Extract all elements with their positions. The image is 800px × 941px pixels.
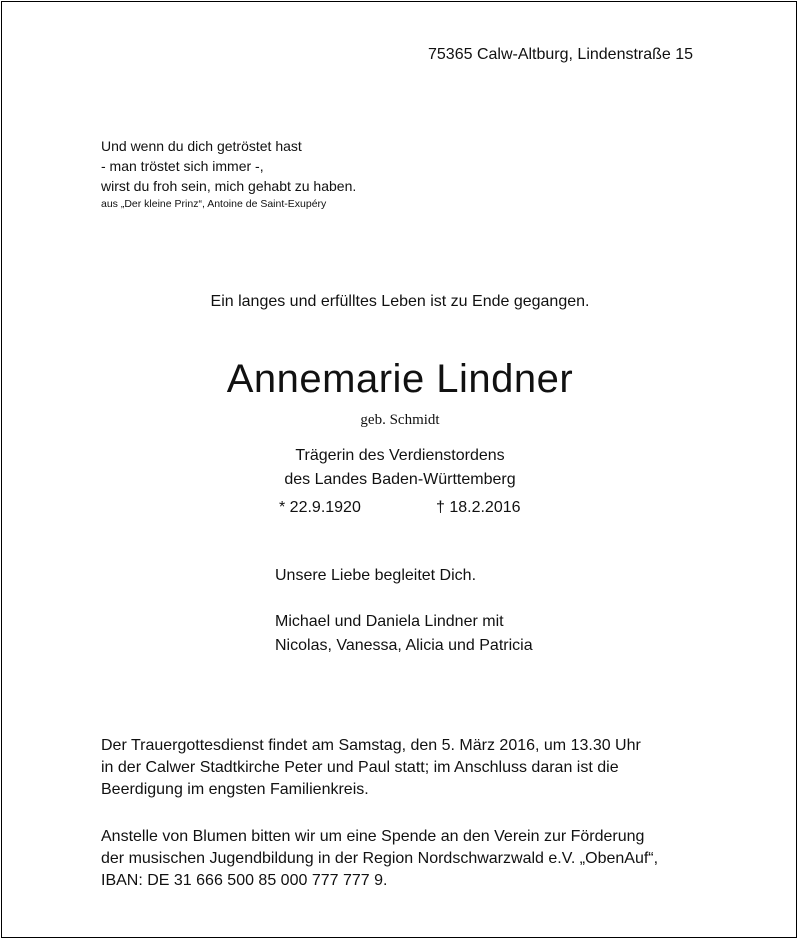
service-line: in der Calwer Stadtkirche Peter und Paul statt; im Anschluss daran ist die	[101, 759, 619, 776]
maiden-name: geb. Schmidt	[360, 412, 440, 428]
deceased-name: Annemarie Lindner	[226, 357, 574, 401]
honor-text	[0, 444, 800, 492]
quote-line: Und wenn du dich getröstet hast	[101, 138, 302, 154]
donation-info	[101, 826, 658, 892]
family-names	[275, 610, 533, 658]
quote-line: wirst du froh sein, mich gehabt zu haben.	[101, 178, 357, 194]
honor-line: des Landes Baden-Württemberg	[284, 471, 516, 488]
death-date: † 18.2.2016	[436, 499, 521, 516]
address: 75365 Calw-Altburg, Lindenstraße 15	[428, 46, 694, 63]
honor-line: Trägerin des Verdienstordens	[295, 447, 505, 464]
family-line: Nicolas, Vanessa, Alicia und Patricia	[275, 637, 533, 654]
service-line: Der Trauergottesdienst findet am Samstag, den 5. März 2016, um 13.30 Uhr	[101, 737, 641, 754]
love-line: Unsere Liebe begleitet Dich.	[275, 567, 477, 584]
service-line: Beerdigung im engsten Familienkreis.	[101, 781, 369, 798]
birth-date: * 22.9.1920	[279, 499, 361, 516]
service-info	[101, 735, 641, 801]
intro-sentence: Ein langes und erfülltes Leben ist zu Ende gegangen.	[210, 293, 590, 310]
quote-block	[101, 136, 356, 212]
donation-line: IBAN: DE 31 666 500 85 000 777 777 9.	[101, 872, 388, 889]
quote-line: - man tröstet sich immer -,	[101, 158, 264, 174]
quote-source: aus „Der kleine Prinz“, Antoine de Saint-Exupéry	[101, 198, 327, 210]
family-line: Michael und Daniela Lindner mit	[275, 613, 504, 630]
donation-line: Anstelle von Blumen bitten wir um eine Spende an den Verein zur Förderung	[101, 828, 645, 845]
donation-line: der musischen Jugendbildung in der Region Nordschwarzwald e.V. „ObenAuf“,	[101, 850, 659, 867]
